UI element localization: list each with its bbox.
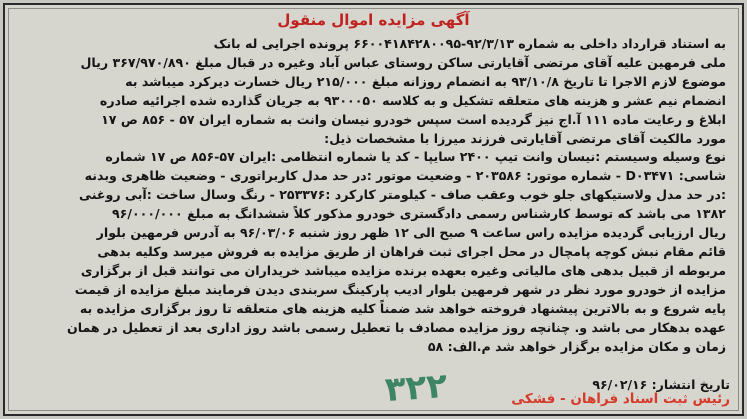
body-line: موضوع لازم الاجرا تا تاریخ ۹۳/۱۰/۸ به انضمام روزانه مبلغ ۲۱۵/۰۰۰ ریال خسارت دیرکرد میباشد به: [125, 73, 726, 89]
body-line: :در حد مدل ولاستیکهای جلو خوب وعقب صاف - کیلومتر کارکرد :۲۵۳۳۷۶ - رنگ وسال ساخت :آبی روغنی: [79, 187, 726, 203]
body-line: ملی فرمهین علیه آقای مرتضی آقایارتی ساکن روستای عباس آباد وغیره در قبال مبلغ ۳۶۷/۹۷۰/۸۹۰ ریال: [80, 54, 726, 70]
body-line: ریال ارزیابی گردیده مزایده راس ساعت ۹ صبح الی ۱۲ ظهر روز شنبه ۹۶/۰۳/۰۶ به آدرس فرمهین بلوار: [96, 225, 726, 241]
body-line: مورد مالکیت آقای مرتضی آقایارتی فرزند میرزا با مشخصات ذیل:: [324, 130, 726, 146]
handwritten-number: ۳۲۲: [383, 365, 449, 411]
body-line: مربوطه از قبیل بدهی های مالیاتی وغیره بعهده برنده مزایده میباشد خریداران می توانند قبل از برگزاری: [80, 262, 726, 278]
body-line: انضمام نیم عشر و هزینه های متعلقه تشکیل و به کلاسه ۹۳۰۰۰۵۰ به جریان گذارده شده اجرائیه صادره: [99, 92, 726, 108]
body-line: عهده بدهکار می باشد و. چنانچه روز مزایده مصادف با تعطیل رسمی باشد روز اداری بعد از تعطیل در همان: [67, 319, 726, 335]
body-line: به استناد قرارداد داخلی به شماره ۹۲/۳/۱۳-۶۶۰۰۴۱۸۴۲۸۰۰۹۵ پرونده اجرایی له بانک: [213, 36, 726, 51]
body-line: ۱۳۸۲ می باشد که توسط کارشناس رسمی دادگستری خودرو مذکور کلاً ششدانگ به مبلغ ۹۶/۰۰۰/۰۰۰: [111, 206, 726, 222]
body-line: ابلاغ و رعایت ماده ۱۱۱ آ.اج نیز گردیده است سپس خودرو نیسان وانت به شماره ایران ۵۷ - ۸۵۶ ص ۱۷: [101, 111, 726, 127]
body-line: نوع وسیله وسیستم :نیسان وانت تیپ ۲۴۰۰ سایپا - کد یا شماره انتظامی :ایران ۵۷-۸۵۶ ص ۱۷ شماره: [105, 149, 726, 165]
notice-footer: [15, 365, 730, 411]
auction-notice: [3, 3, 744, 416]
notice-body: [19, 35, 726, 391]
signature: رئیس ثبت اسناد فراهان - فشکی: [511, 391, 730, 407]
body-line: قائم مقام نبش کوچه پامچال در محل اجرای ثبت فراهان از طریق مزایده به فروش میرسد وکلیه بدهی: [97, 243, 726, 259]
body-line: زمان و مکان مزایده برگزار خواهد شد م.الف: ۵۸: [427, 338, 726, 354]
body-line: مزایده از خودرو مورد نظر در شهر فرمهین بلوار ادیب پارکینگ سربندی دیدن فرمایند مبلغ مزایده از قیمت: [74, 281, 726, 297]
body-line: پایه شروع و به بالاترین پیشنهاد فروخته خواهد شد ضمناً کلیه هزینه های متعلقه تا روز برگزاری مزایده به: [79, 300, 726, 316]
publish-date: تاریخ انتشار: ۹۶/۰۲/۱۶: [592, 377, 730, 392]
body-line: شاسی: D۰۳۴۷۱ - شماره موتور: ۲۰۳۵۸۶ - وضعیت موتور :در حد مدل کاربراتوری - وضعیت ظاهری وبدنه: [84, 168, 726, 184]
notice-title: آگهی مزایده اموال منقول: [277, 11, 470, 29]
